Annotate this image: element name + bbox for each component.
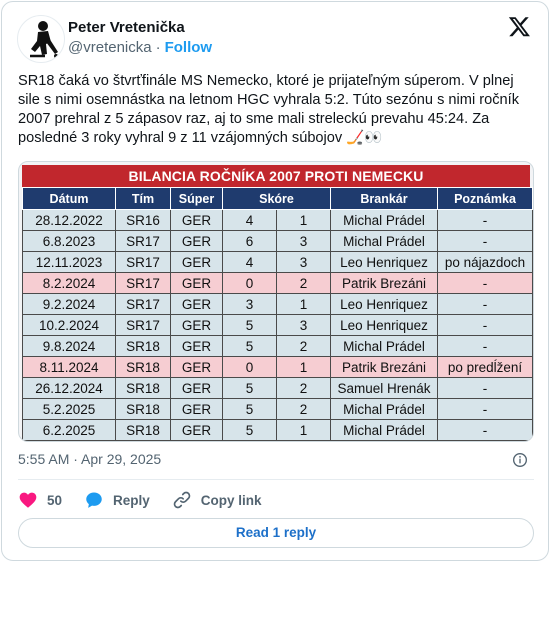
cell-opponent: GER [171,273,223,294]
cell-team: SR18 [116,399,171,420]
table-body [23,210,533,441]
cell-score-home: 4 [223,252,277,273]
score-table [22,187,533,441]
cell-goalie: Michal Prádel [331,336,438,357]
cell-note: - [438,336,533,357]
divider [18,479,534,480]
cell-score-home: 4 [223,210,277,231]
table-row [23,420,533,441]
table-row [23,315,533,336]
cell-goalie: Leo Henriquez [331,315,438,336]
cell-score-home: 5 [223,378,277,399]
read-replies-button[interactable]: Read 1 reply [18,518,534,548]
post-media-image[interactable] [18,161,534,442]
cell-date: 6.2.2025 [23,420,116,441]
cell-note: po predĺžení [438,357,533,378]
cell-team: SR17 [116,231,171,252]
cell-note: - [438,273,533,294]
cell-note: - [438,231,533,252]
cell-goalie: Patrik Brezáni [331,273,438,294]
table-row [23,336,533,357]
table-row [23,231,533,252]
cell-score-away: 1 [277,210,331,231]
table-row [23,357,533,378]
cell-opponent: GER [171,252,223,273]
cell-note: - [438,315,533,336]
cell-opponent: GER [171,210,223,231]
cell-date: 8.2.2024 [23,273,116,294]
cell-goalie: Leo Henriquez [331,252,438,273]
cell-opponent: GER [171,294,223,315]
cell-goalie: Michal Prádel [331,210,438,231]
cell-team: SR18 [116,420,171,441]
cell-note: - [438,378,533,399]
table-row [23,294,533,315]
cell-score-away: 3 [277,252,331,273]
follow-button[interactable]: Follow [164,39,213,56]
cell-opponent: GER [171,399,223,420]
copy-link-label: Copy link [200,492,262,508]
cell-team: SR17 [116,294,171,315]
link-icon [172,490,192,510]
cell-date: 12.11.2023 [23,252,116,273]
cell-score-away: 3 [277,315,331,336]
cell-score-home: 5 [223,336,277,357]
table-title: BILANCIA ROČNÍKA 2007 PROTI NEMECKU [22,165,530,187]
cell-date: 6.8.2023 [23,231,116,252]
table-row [23,210,533,231]
cell-score-home: 0 [223,357,277,378]
cell-opponent: GER [171,336,223,357]
post-timestamp[interactable]: 5:55 AM · Apr 29, 2025 [18,451,162,467]
header-score: Skóre [223,188,331,210]
cell-score-home: 5 [223,315,277,336]
cell-opponent: GER [171,357,223,378]
table-row [23,399,533,420]
header-goalie: Brankár [331,188,438,210]
cell-opponent: GER [171,315,223,336]
cell-goalie: Patrik Brezáni [331,357,438,378]
cell-score-home: 0 [223,273,277,294]
cell-score-away: 3 [277,231,331,252]
header-opponent: Súper [171,188,223,210]
cell-opponent: GER [171,231,223,252]
cell-team: SR18 [116,378,171,399]
table-row [23,252,533,273]
author-name[interactable]: Peter Vretenička [68,19,185,36]
cell-goalie: Michal Prádel [331,231,438,252]
cell-date: 9.2.2024 [23,294,116,315]
cell-note: - [438,420,533,441]
cell-score-away: 1 [277,420,331,441]
like-count: 50 [47,492,63,508]
cell-date: 26.12.2024 [23,378,116,399]
heart-icon [18,490,38,510]
cell-date: 10.2.2024 [23,315,116,336]
cell-team: SR18 [116,357,171,378]
separator-dot: · [155,39,161,56]
x-logo-icon[interactable] [508,15,531,38]
cell-note: - [438,210,533,231]
info-icon[interactable] [512,452,528,468]
hockey-player-logo-icon [18,16,65,63]
cell-date: 28.12.2022 [23,210,116,231]
cell-score-away: 2 [277,336,331,357]
header-team: Tím [116,188,171,210]
cell-score-home: 5 [223,399,277,420]
table-header-row [23,188,533,210]
speech-bubble-icon [84,490,104,510]
author-handle[interactable]: @vretenicka [68,39,152,56]
cell-score-away: 2 [277,378,331,399]
cell-note: - [438,399,533,420]
like-button[interactable] [18,490,62,510]
cell-goalie: Michal Prádel [331,420,438,441]
cell-team: SR17 [116,315,171,336]
action-bar [18,489,284,511]
cell-score-away: 1 [277,294,331,315]
cell-score-away: 1 [277,357,331,378]
cell-goalie: Michal Prádel [331,399,438,420]
embedded-post-card [1,1,549,561]
cell-team: SR16 [116,210,171,231]
cell-note: - [438,294,533,315]
cell-team: SR18 [116,336,171,357]
reply-button[interactable] [84,490,150,510]
cell-goalie: Samuel Hrenák [331,378,438,399]
cell-score-home: 6 [223,231,277,252]
cell-score-home: 5 [223,420,277,441]
author-avatar[interactable] [17,15,65,63]
cell-goalie: Leo Henriquez [331,294,438,315]
reply-label: Reply [113,492,150,508]
table-row [23,378,533,399]
cell-score-away: 2 [277,399,331,420]
author-handle-line [68,39,212,56]
cell-date: 8.11.2024 [23,357,116,378]
post-text: SR18 čaká vo štvrťfinále MS Nemecko, ktoré je prijateľným súperom. V plnej sile s nimi osemnástka na letnom HGC vyhrala 5:2. Túto sezónu s nimi ročník 2007 prehral z 5 zápasov raz, aj to sme mali streleckú prevahu 45:24. Za posledné 3 roky vyhral 9 z 11 vzájomných súbojov 🏒👀 [18,73,519,146]
cell-team: SR17 [116,273,171,294]
header-date: Dátum [23,188,116,210]
table-row [23,273,533,294]
cell-opponent: GER [171,378,223,399]
cell-score-away: 2 [277,273,331,294]
cell-score-home: 3 [223,294,277,315]
header-note: Poznámka [438,188,533,210]
cell-team: SR17 [116,252,171,273]
cell-date: 9.8.2024 [23,336,116,357]
cell-note: po nájazdoch [438,252,533,273]
cell-date: 5.2.2025 [23,399,116,420]
cell-opponent: GER [171,420,223,441]
copy-link-button[interactable] [172,490,262,510]
